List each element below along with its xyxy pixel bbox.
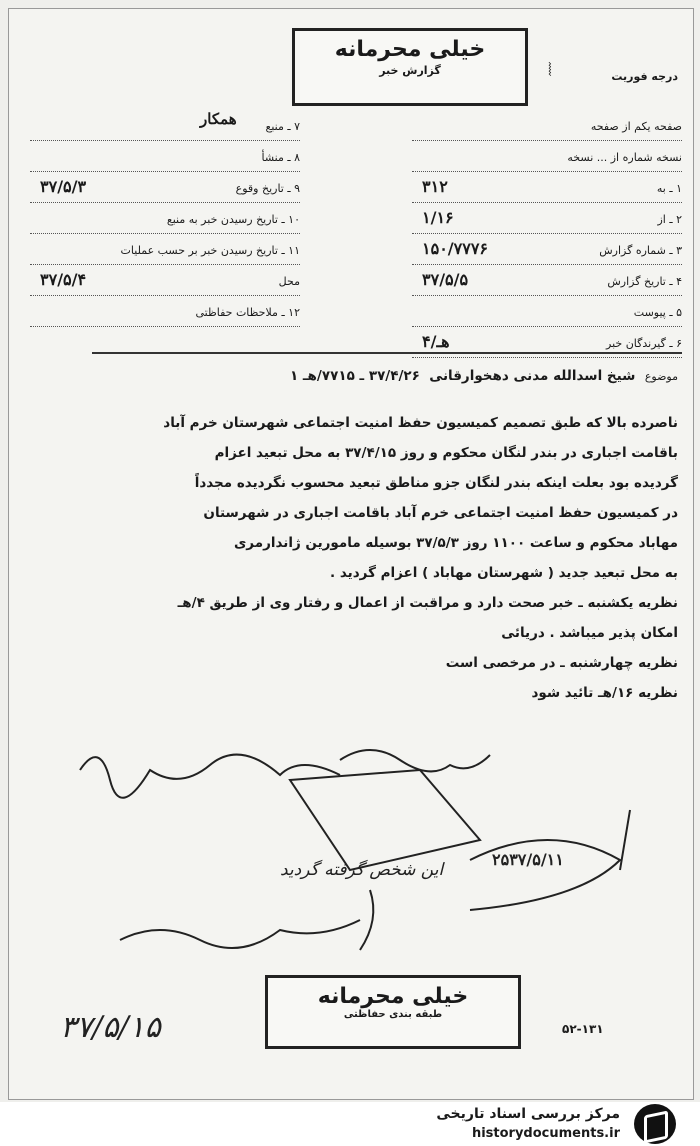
- body-line: نظریه ۱۶/هـ تائید شود: [531, 685, 678, 701]
- right-field-to: ۱ ـ به ۳۱۲: [412, 176, 682, 203]
- left-fields: [30, 114, 300, 331]
- brand-url: historydocuments.ir: [471, 1126, 620, 1141]
- handwritten-date: ۳۷/۵/۱۵: [60, 1010, 161, 1045]
- right-field-report-date: ۴ ـ تاریخ گزارش ۳۷/۵/۵: [412, 269, 682, 296]
- bottom-stamp-classification: خیلی محرمانه: [317, 984, 469, 1009]
- tick-marks: ⦚: [548, 60, 552, 81]
- body-line: نظریه چهارشنبه ـ در مرخصی است: [445, 655, 678, 671]
- classification-stamp-bottom: [265, 975, 521, 1049]
- section-divider: [92, 352, 682, 354]
- body-line: ناصرده بالا که طبق تصمیم کمیسیون حفظ امنیت اجتماعی شهرستان خرم آباد: [163, 415, 678, 431]
- subject-text: شیخ اسدالله مدنی دهخوارقانی: [429, 368, 636, 384]
- colleague-label: همکار: [200, 110, 237, 128]
- left-field-arrival-source: ۱۰ ـ تاریخ رسیدن خبر به منبع: [30, 207, 300, 234]
- left-field-arrival-ops: ۱۱ ـ تاریخ رسیدن خبر بر حسب عملیات: [30, 238, 300, 265]
- body-line: در کمیسیون حفظ امنیت اجتماعی خرم آباد باقامت اجباری در شهرستان: [203, 505, 678, 521]
- subject-ref: ۳۷/۴/۲۶ ـ ۷۷۱۵/هـ ۱: [289, 368, 420, 384]
- classification-stamp-top: [292, 28, 528, 106]
- left-field-source: ۷ ـ منبع: [30, 114, 300, 141]
- body-line: باقامت اجباری در بندر لنگان محکوم و روز ۳۷/۴/۱۵ به محل تبعید اعزام: [214, 445, 678, 461]
- archive-logo-icon: [634, 1104, 676, 1144]
- body-line: به محل تبعید جدید ( شهرستان مهاباد ) اعزام گردید .: [330, 565, 678, 581]
- priority-label: درجه فوریت: [611, 70, 678, 83]
- bottom-stamp-sub: طبقه بندی حفاظتی: [343, 1009, 443, 1020]
- left-field-location: محل ۳۷/۵/۴: [30, 269, 300, 296]
- right-fields: [412, 114, 682, 362]
- subject-label: موضوع: [644, 370, 678, 383]
- left-field-protective-notes: ۱۲ ـ ملاحظات حفاظتی: [30, 300, 300, 327]
- right-field-attachment: ۵ ـ پیوست: [412, 300, 682, 327]
- report-body: [38, 408, 678, 708]
- footer-branding: [0, 1102, 700, 1146]
- page-code: ۵۲-۱۳۱: [562, 1022, 604, 1036]
- handwritten-note: این شخص گرفته گردید: [280, 860, 444, 880]
- date-stamp: ۲۵۳۷/۵/۱۱: [492, 850, 564, 869]
- left-field-occurrence-date: ۹ ـ تاریخ وقوع ۳۷/۵/۳: [30, 176, 300, 203]
- right-field-report-number: ۳ ـ شماره گزارش ۱۵۰/۷۷۷۶: [412, 238, 682, 265]
- right-field-page: صفحه یکم از صفحه: [412, 114, 682, 141]
- brand-name: مرکز بررسی اسناد تاریخی: [436, 1106, 620, 1122]
- right-field-recipients: ۶ ـ گیرندگان خبر ۴/هـ: [412, 331, 682, 358]
- right-field-copy: نسخه شماره از ... نسخه: [412, 145, 682, 172]
- subject-line: [38, 368, 678, 384]
- body-line: گردیده بود بعلت اینکه بندر لنگان جزو مناطق تبعید محسوب نگردیده مجدداً: [194, 475, 678, 491]
- body-line: نظریه یکشنبه ـ خبر صحت دارد و مراقبت از اعمال و رفتار وی از طریق ۴/هـ: [177, 595, 678, 611]
- right-field-from: ۲ ـ از ۱/۱۶: [412, 207, 682, 234]
- stamp-sub: گزارش خبر: [379, 64, 441, 77]
- left-field-origin: ۸ ـ منشأ: [30, 145, 300, 172]
- body-line: مهاباد محکوم و ساعت ۱۱۰۰ روز ۳۷/۵/۳ بوسیله مامورین ژاندارمری: [233, 535, 678, 551]
- body-line: امکان پذیر میباشد . دریائی: [501, 625, 678, 641]
- stamp-classification: خیلی محرمانه: [334, 37, 486, 62]
